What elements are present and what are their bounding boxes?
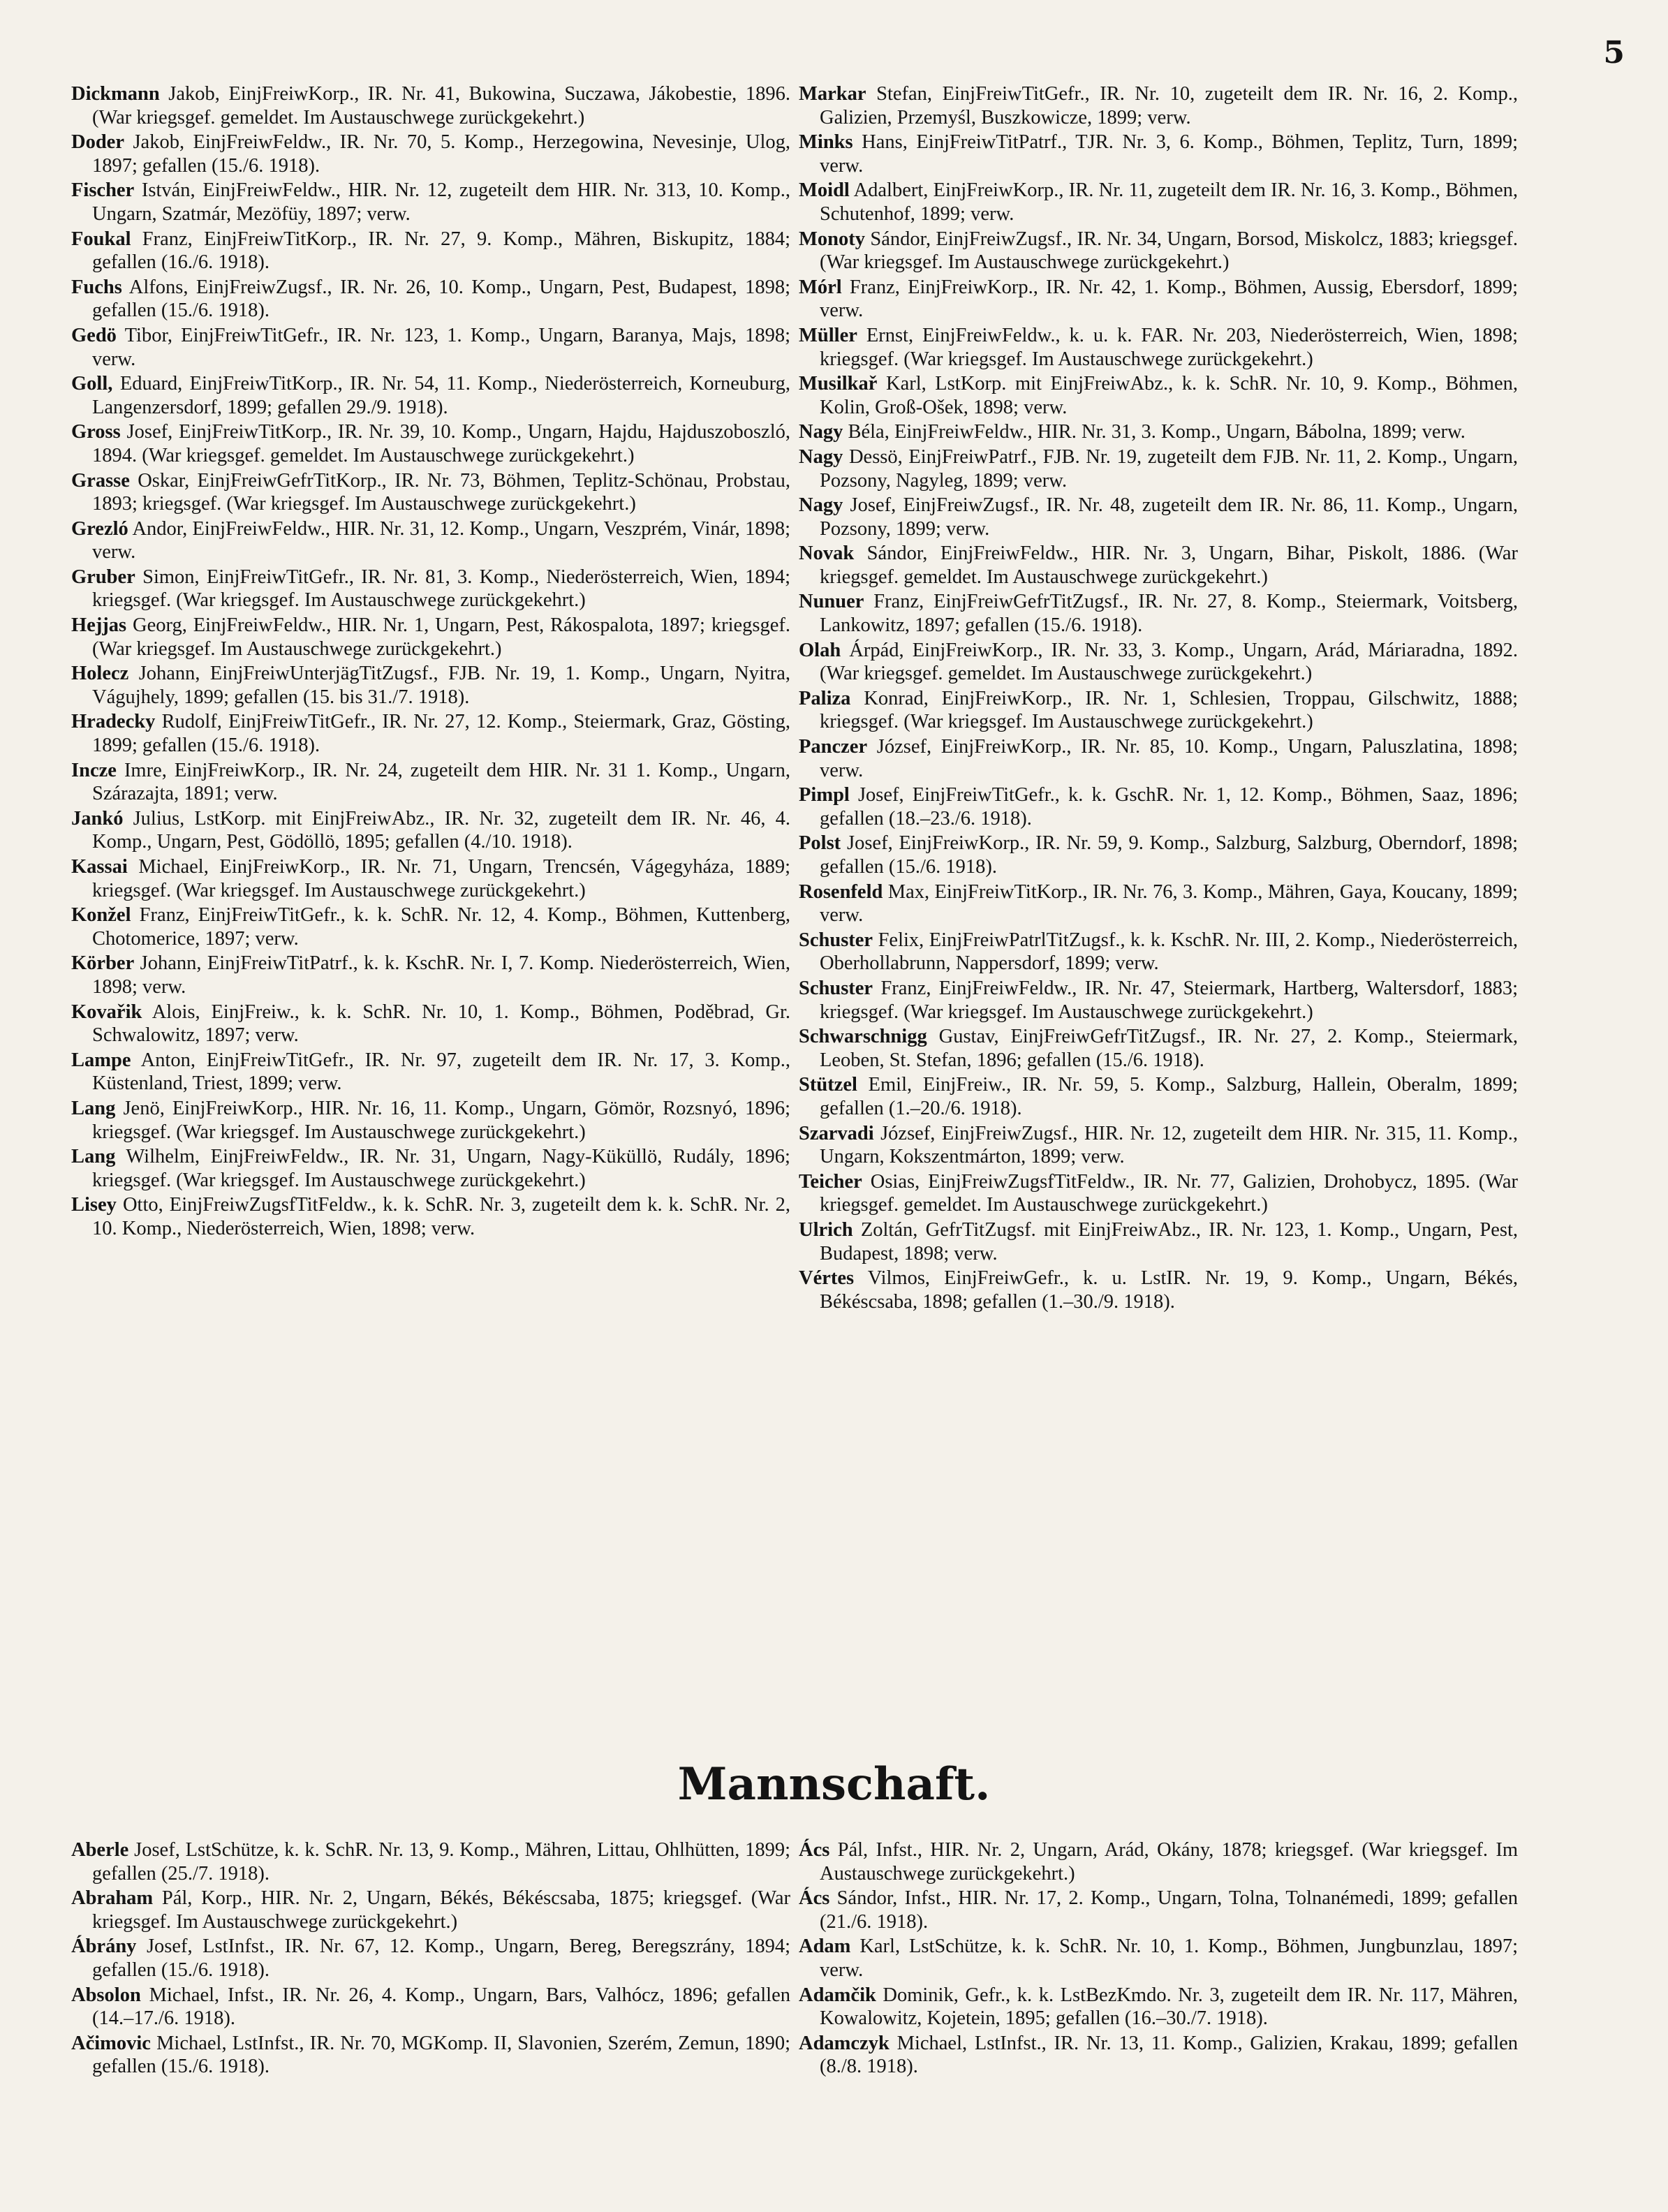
entry-details: Johann, EinjFreiwTitPatrf., k. k. KschR. Nr. I, 7. Komp. Niederösterreich, Wien, 1898; verw. xyxy=(92,952,791,998)
entry-surname: Goll, xyxy=(71,373,113,395)
entry-surname: Gedö xyxy=(71,324,117,346)
enlisted-list-left-column xyxy=(71,1838,790,2080)
entry-surname: Rosenfeld xyxy=(799,880,883,903)
entry-surname: Adamčik xyxy=(799,1984,876,2006)
entry-surname: Markar xyxy=(799,83,866,105)
entry-surname: Hejjas xyxy=(71,614,127,637)
entry-details: Ernst, EinjFreiwFeldw., k. u. k. FAR. Nr. 203, Niederösterreich, Wien, 1898; kriegsgef. (War kriegsgef. Im Austauschwege zurückgekehrt.) xyxy=(820,324,1519,370)
casualty-entry xyxy=(71,952,790,998)
section-title: Mannschaft. xyxy=(677,1758,991,1811)
casualty-entry xyxy=(799,880,1518,927)
casualty-entry xyxy=(799,783,1518,830)
casualty-entry xyxy=(71,82,790,129)
entry-details: Michael, LstInfst., IR. Nr. 13, 11. Komp., Galizien, Krakau, 1899; gefallen (8./8. 1918). xyxy=(820,2032,1518,2078)
entry-surname: Jankó xyxy=(71,807,124,830)
entry-details: Árpád, EinjFreiwKorp., IR. Nr. 33, 3. Komp., Ungarn, Arád, Máriaradna, 1892. (War kriegsgef. gemeldet. Im Austauschwege zurückgekehrt.) xyxy=(820,639,1518,685)
casualty-entry xyxy=(71,807,790,854)
entry-details: Michael, EinjFreiwKorp., IR. Nr. 71, Ungarn, Trencsén, Vágegyháza, 1889; kriegsgef. (War kriegsgef. Im Austauschwege zurückgekehrt.) xyxy=(92,856,790,901)
casualty-entry xyxy=(799,1935,1518,1982)
page-number: 5 xyxy=(1603,35,1625,71)
entry-details: Franz, EinjFreiwKorp., IR. Nr. 42, 1. Komp., Böhmen, Aussig, Ebersdorf, 1899; verw. xyxy=(820,276,1518,322)
casualty-entry xyxy=(799,228,1518,274)
entry-surname: Grezló xyxy=(71,517,128,540)
entry-surname: Lang xyxy=(71,1097,116,1119)
officer-list-left-column xyxy=(71,82,790,1242)
casualty-entry xyxy=(71,372,790,419)
casualty-entry xyxy=(799,276,1518,323)
entry-details: Béla, EinjFreiwFeldw., HIR. Nr. 31, 3. Komp., Ungarn, Bábolna, 1899; verw. xyxy=(848,421,1466,443)
entry-details: Stefan, EinjFreiwTitGefr., IR. Nr. 10, zugeteilt dem IR. Nr. 16, 2. Komp., Galizien, Przemyśl, Buszkowicze, 1899; verw. xyxy=(820,83,1518,128)
entry-details: Franz, EinjFreiwGefrTitZugsf., IR. Nr. 27, 8. Komp., Steiermark, Voitsberg, Lankowitz, 1897; gefallen (15./6. 1918). xyxy=(820,591,1519,637)
entry-details: Michael, Infst., IR. Nr. 26, 4. Komp., Ungarn, Bars, Valhócz, 1896; gefallen (14.–17./6. 1918). xyxy=(92,1984,790,2030)
entry-details: Anton, EinjFreiwTitGefr., IR. Nr. 97, zugeteilt dem IR. Nr. 17, 3. Komp., Küstenland, Triest, 1899; verw. xyxy=(92,1049,791,1095)
entry-details: Josef, LstSchütze, k. k. SchR. Nr. 13, 9. Komp., Mähren, Littau, Ohlhütten, 1899; gefallen (25./7. 1918). xyxy=(92,1839,790,1885)
entry-details: Josef, LstInfst., IR. Nr. 67, 12. Komp., Ungarn, Bereg, Beregszrány, 1894; gefallen (15./6. 1918). xyxy=(92,1936,790,1981)
casualty-entry xyxy=(799,82,1518,129)
casualty-entry xyxy=(799,372,1518,419)
entry-surname: Konžel xyxy=(71,904,131,927)
entry-surname: Olah xyxy=(799,639,841,661)
entry-details: Imre, EinjFreiwKorp., IR. Nr. 24, zugeteilt dem HIR. Nr. 31 1. Komp., Ungarn, Szárazajta, 1891; verw. xyxy=(92,759,791,805)
casualty-entry xyxy=(799,977,1518,1024)
entry-surname: Panczer xyxy=(799,736,868,758)
casualty-entry xyxy=(799,1838,1518,1885)
entry-details: Otto, EinjFreiwZugsfTitFeldw., k. k. SchR. Nr. 3, zugeteilt dem k. k. SchR. Nr. 2, 10. Komp., Niederösterreich, Wien, 1898; verw. xyxy=(92,1194,791,1239)
entry-surname: Minks xyxy=(799,131,853,154)
casualty-entry xyxy=(71,1984,790,2030)
entry-surname: Schuster xyxy=(799,977,873,999)
entry-details: Tibor, EinjFreiwTitGefr., IR. Nr. 123, 1. Komp., Ungarn, Baranya, Majs, 1898; verw. xyxy=(92,324,790,370)
entry-details: Dominik, Gefr., k. k. LstBezKmdo. Nr. 3, zugeteilt dem IR. Nr. 117, Mähren, Kowalowitz, Kojetein, 1895; gefallen (16.–30./7. 1918). xyxy=(820,1984,1519,2030)
casualty-entry xyxy=(71,759,790,806)
entry-surname: Mórl xyxy=(799,276,842,298)
casualty-entry xyxy=(799,687,1518,734)
entry-surname: Lisey xyxy=(71,1194,117,1216)
entry-details: Felix, EinjFreiwPatrlTitZugsf., k. k. KschR. Nr. III, 2. Komp., Niederösterreich, Oberhollabrunn, Nappersdorf, 1899; verw. xyxy=(820,929,1518,975)
casualty-entry xyxy=(799,929,1518,975)
casualty-entry xyxy=(799,131,1518,177)
entry-surname: Gruber xyxy=(71,566,135,588)
entry-details: József, EinjFreiwZugsf., HIR. Nr. 12, zugeteilt dem HIR. Nr. 315, 11. Komp., Ungarn, Kokszentmárton, 1899; verw. xyxy=(820,1122,1518,1168)
casualty-entry xyxy=(799,639,1518,686)
casualty-entry xyxy=(71,1838,790,1885)
casualty-entry xyxy=(799,445,1518,492)
entry-surname: Ačimovic xyxy=(71,2032,151,2054)
entry-surname: Dickmann xyxy=(71,83,160,105)
entry-details: Konrad, EinjFreiwKorp., IR. Nr. 1, Schlesien, Troppau, Gilschwitz, 1888; kriegsgef. (War kriegsgef. Im Austauschwege zurückgekehrt.) xyxy=(820,687,1519,733)
entry-surname: Ács xyxy=(799,1887,830,1910)
entry-surname: Abraham xyxy=(71,1887,154,1910)
entry-details: Osias, EinjFreiwZugsfTitFeldw., IR. Nr. 77, Galizien, Drohobycz, 1895. (War kriegsgef. gemeldet. Im Austauschwege zurückgekehrt.) xyxy=(820,1170,1519,1216)
casualty-entry xyxy=(799,2032,1518,2079)
entry-details: Andor, EinjFreiwFeldw., HIR. Nr. 31, 12. Komp., Ungarn, Veszprém, Vinár, 1898; verw. xyxy=(92,517,790,563)
entry-details: István, EinjFreiwFeldw., HIR. Nr. 12, zugeteilt dem HIR. Nr. 313, 10. Komp., Ungarn, Szatmár, Mezöfüy, 1897; verw. xyxy=(92,179,791,225)
casualty-entry xyxy=(71,517,790,564)
casualty-entry xyxy=(799,1218,1518,1265)
entry-details: Josef, EinjFreiwTitGefr., k. k. GschR. Nr. 1, 12. Komp., Böhmen, Saaz, 1896; gefallen (18.–23./6. 1918). xyxy=(820,784,1518,830)
entry-details: Franz, EinjFreiwFeldw., IR. Nr. 47, Steiermark, Hartberg, Waltersdorf, 1883; kriegsgef. (War kriegsgef. Im Austauschwege zurückgekehrt.) xyxy=(820,977,1519,1023)
casualty-entry xyxy=(71,1193,790,1240)
casualty-entry xyxy=(799,542,1518,589)
casualty-entry xyxy=(71,855,790,902)
entry-surname: Szarvadi xyxy=(799,1122,874,1144)
casualty-entry xyxy=(799,494,1518,540)
entry-details: Johann, EinjFreiwUnterjägTitZugsf., FJB. Nr. 19, 1. Komp., Ungarn, Nyitra, Vágujhely, 1899; gefallen (15. bis 31./7. 1918). xyxy=(92,663,791,708)
entry-surname: Ulrich xyxy=(799,1218,853,1241)
entry-details: Josef, EinjFreiwTitKorp., IR. Nr. 39, 10. Komp., Ungarn, Hajdu, Hajduszoboszló, 1894. (War kriegsgef. gemeldet. Im Austauschwege zurückgekehrt.) xyxy=(92,421,791,466)
entry-surname: Ács xyxy=(799,1839,830,1861)
casualty-entry xyxy=(71,131,790,177)
entry-surname: Fuchs xyxy=(71,276,122,298)
casualty-entry xyxy=(71,179,790,226)
entry-details: Rudolf, EinjFreiwTitGefr., IR. Nr. 27, 12. Komp., Steiermark, Graz, Gösting, 1899; gefallen (15./6. 1918). xyxy=(92,711,790,757)
entry-details: Georg, EinjFreiwFeldw., HIR. Nr. 1, Ungarn, Pest, Rákospalota, 1897; kriegsgef. (War kriegsgef. Im Austauschwege zurückgekehrt.) xyxy=(92,614,791,660)
entry-surname: Stützel xyxy=(799,1074,857,1096)
entry-details: Adalbert, EinjFreiwKorp., IR. Nr. 11, zugeteilt dem IR. Nr. 16, 3. Komp., Böhmen, Schutenhof, 1899; verw. xyxy=(820,179,1518,225)
casualty-entry xyxy=(71,324,790,371)
entry-details: József, EinjFreiwKorp., IR. Nr. 85, 10. Komp., Ungarn, Paluszlatina, 1898; verw. xyxy=(820,736,1518,781)
casualty-entry xyxy=(71,566,790,612)
entry-surname: Kassai xyxy=(71,856,128,878)
casualty-entry xyxy=(799,1025,1518,1072)
casualty-entry xyxy=(71,469,790,516)
entry-surname: Adam xyxy=(799,1936,851,1958)
entry-surname: Schwarschnigg xyxy=(799,1026,927,1048)
entry-details: Dessö, EinjFreiwPatrf., FJB. Nr. 19, zugeteilt dem FJB. Nr. 11, 2. Komp., Ungarn, Pozsony, Nagyleg, 1899; verw. xyxy=(820,445,1519,492)
entry-details: Michael, LstInfst., IR. Nr. 70, MGKomp. II, Slavonien, Szerém, Zemun, 1890; gefallen (15./6. 1918). xyxy=(92,2032,791,2078)
casualty-entry xyxy=(71,1049,790,1096)
entry-details: Oskar, EinjFreiwGefrTitKorp., IR. Nr. 73, Böhmen, Teplitz-Schönau, Probstau, 1893; kriegsgef. (War kriegsgef. Im Austauschwege zurückgekehrt.) xyxy=(92,469,790,515)
entry-surname: Musilkař xyxy=(799,373,878,395)
entry-details: Pál, Korp., HIR. Nr. 2, Ungarn, Békés, Békéscsaba, 1875; kriegsgef. (War kriegsgef. Im Austauschwege zurückgekehrt.) xyxy=(92,1887,791,1933)
casualty-entry xyxy=(71,904,790,950)
casualty-entry xyxy=(71,1887,790,1933)
entry-details: Josef, EinjFreiwKorp., IR. Nr. 59, 9. Komp., Salzburg, Salzburg, Oberndorf, 1898; gefallen (15./6. 1918). xyxy=(820,832,1519,878)
entry-surname: Fischer xyxy=(71,179,135,202)
entry-details: Sándor, EinjFreiwZugsf., IR. Nr. 34, Ungarn, Borsod, Miskolcz, 1883; kriegsgef. (War kriegsgef. Im Austauschwege zurückgekehrt.) xyxy=(820,228,1519,274)
casualty-entry xyxy=(71,710,790,757)
entry-surname: Polst xyxy=(799,832,841,855)
entry-details: Karl, LstKorp. mit EinjFreiwAbz., k. k. SchR. Nr. 10, 9. Komp., Böhmen, Kolin, Groß-Ošek, 1898; verw. xyxy=(820,373,1518,418)
casualty-entry xyxy=(71,276,790,323)
entry-surname: Körber xyxy=(71,952,135,975)
casualty-entry xyxy=(71,1001,790,1047)
entry-surname: Kovařik xyxy=(71,1001,142,1023)
casualty-entry xyxy=(71,662,790,709)
entry-surname: Nunuer xyxy=(799,591,864,613)
entry-details: Sándor, Infst., HIR. Nr. 17, 2. Komp., Ungarn, Tolna, Tolnanémedi, 1899; gefallen (21./6. 1918). xyxy=(820,1887,1519,1933)
casualty-entry xyxy=(799,420,1518,444)
entry-surname: Moidl xyxy=(799,179,850,202)
entry-surname: Nagy xyxy=(799,494,843,517)
casualty-entry xyxy=(799,590,1518,637)
entry-surname: Foukal xyxy=(71,228,131,250)
casualty-entry xyxy=(799,1122,1518,1169)
casualty-entry xyxy=(71,614,790,661)
entry-surname: Grasse xyxy=(71,469,130,492)
entry-details: Alfons, EinjFreiwZugsf., IR. Nr. 26, 10. Komp., Ungarn, Pest, Budapest, 1898; gefallen (15./6. 1918). xyxy=(92,276,790,322)
entry-surname: Novak xyxy=(799,543,855,565)
entry-surname: Teicher xyxy=(799,1170,862,1193)
entry-details: Alois, EinjFreiw., k. k. SchR. Nr. 10, 1. Komp., Böhmen, Poděbrad, Gr. Schwalowitz, 1897; verw. xyxy=(92,1001,790,1047)
entry-details: Jakob, EinjFreiwKorp., IR. Nr. 41, Bukowina, Suczawa, Jákobestie, 1896. (War kriegsgef. gemeldet. Im Austauschwege zurückgekehrt.) xyxy=(92,83,790,128)
entry-details: Eduard, EinjFreiwTitKorp., IR. Nr. 54, 11. Komp., Niederösterreich, Korneuburg, Langenzersdorf, 1899; gefallen 29./9. 1918). xyxy=(92,373,791,418)
casualty-entry xyxy=(799,832,1518,878)
entry-details: Simon, EinjFreiwTitGefr., IR. Nr. 81, 3. Komp., Niederösterreich, Wien, 1894; kriegsgef. (War kriegsgef. Im Austauschwege zurückgekehrt.) xyxy=(92,566,791,612)
entry-details: Franz, EinjFreiwTitGefr., k. k. SchR. Nr. 12, 4. Komp., Böhmen, Kuttenberg, Chotomerice, 1897; verw. xyxy=(92,904,791,950)
entry-surname: Doder xyxy=(71,131,124,154)
entry-surname: Schuster xyxy=(799,929,873,951)
casualty-entry xyxy=(799,735,1518,782)
officer-list-right-column xyxy=(799,82,1518,1315)
entry-surname: Aberle xyxy=(71,1839,129,1861)
casualty-entry xyxy=(799,1267,1518,1313)
entry-details: Franz, EinjFreiwTitKorp., IR. Nr. 27, 9. Komp., Mähren, Biskupitz, 1884; gefallen (16./6. 1918). xyxy=(92,228,791,274)
entry-details: Wilhelm, EinjFreiwFeldw., IR. Nr. 31, Ungarn, Nagy-Küküllö, Rudály, 1896; kriegsgef. (War kriegsgef. Im Austauschwege zurückgekehrt.) xyxy=(92,1146,790,1191)
entry-details: Julius, LstKorp. mit EinjFreiwAbz., IR. Nr. 32, zugeteilt dem IR. Nr. 46, 4. Komp., Ungarn, Pest, Gödöllö, 1895; gefallen (4./10. 1918). xyxy=(92,807,791,853)
casualty-entry xyxy=(799,324,1518,371)
entry-details: Sándor, EinjFreiwFeldw., HIR. Nr. 3, Ungarn, Bihar, Piskolt, 1886. (War kriegsgef. gemeldet. Im Austauschwege zurückgekehrt.) xyxy=(820,543,1518,588)
entry-surname: Gross xyxy=(71,421,121,443)
casualty-entry xyxy=(71,1097,790,1144)
casualty-entry xyxy=(71,1935,790,1982)
entry-details: Max, EinjFreiwTitKorp., IR. Nr. 76, 3. Komp., Mähren, Gaya, Koucany, 1899; verw. xyxy=(820,880,1518,927)
entry-details: Jakob, EinjFreiwFeldw., IR. Nr. 70, 5. Komp., Herzegowina, Nevesinje, Ulog, 1897; gefallen (15./6. 1918). xyxy=(92,131,790,177)
entry-details: Hans, EinjFreiwTitPatrf., TJR. Nr. 3, 6. Komp., Böhmen, Teplitz, Turn, 1899; verw. xyxy=(820,131,1518,177)
casualty-entry xyxy=(71,2032,790,2079)
entry-details: Gustav, EinjFreiwGefrTitZugsf., IR. Nr. 27, 2. Komp., Steiermark, Leoben, St. Stefan, 1896; gefallen (15./6. 1918). xyxy=(820,1026,1519,1071)
casualty-entry xyxy=(799,179,1518,226)
entry-surname: Lampe xyxy=(71,1049,131,1071)
entry-surname: Absolon xyxy=(71,1984,141,2006)
entry-details: Pál, Infst., HIR. Nr. 2, Ungarn, Arád, Okány, 1878; kriegsgef. (War kriegsgef. Im Austauschwege zurückgekehrt.) xyxy=(820,1839,1519,1885)
entry-details: Jenö, EinjFreiwKorp., HIR. Nr. 16, 11. Komp., Ungarn, Gömör, Rozsnyó, 1896; kriegsgef. (War kriegsgef. Im Austauschwege zurückgekehrt.) xyxy=(92,1097,790,1143)
casualty-entry xyxy=(799,1887,1518,1933)
entry-surname: Pimpl xyxy=(799,784,850,806)
entry-surname: Hradecky xyxy=(71,711,156,733)
entry-surname: Vértes xyxy=(799,1267,855,1290)
casualty-entry xyxy=(799,1073,1518,1120)
casualty-entry xyxy=(799,1984,1518,2030)
entry-surname: Ábrány xyxy=(71,1936,137,1958)
entry-surname: Nagy xyxy=(799,445,843,468)
entry-surname: Adamczyk xyxy=(799,2032,890,2054)
entry-surname: Incze xyxy=(71,759,117,781)
entry-details: Emil, EinjFreiw., IR. Nr. 59, 5. Komp., Salzburg, Hallein, Oberalm, 1899; gefallen (1.–20./6. 1918). xyxy=(820,1074,1518,1119)
entry-details: Karl, LstSchütze, k. k. SchR. Nr. 10, 1. Komp., Böhmen, Jungbunzlau, 1897; verw. xyxy=(820,1936,1518,1981)
enlisted-list-right-column xyxy=(799,1838,1518,2080)
casualty-entry xyxy=(71,420,790,467)
entry-details: Zoltán, GefrTitZugsf. mit EinjFreiwAbz., IR. Nr. 123, 1. Komp., Ungarn, Pest, Budapest, 1898; verw. xyxy=(820,1218,1519,1264)
casualty-entry xyxy=(71,228,790,274)
entry-surname: Lang xyxy=(71,1146,116,1168)
entry-surname: Paliza xyxy=(799,687,851,709)
entry-surname: Monoty xyxy=(799,228,865,250)
entry-surname: Holecz xyxy=(71,663,129,685)
entry-details: Vilmos, EinjFreiwGefr., k. u. LstIR. Nr. 19, 9. Komp., Ungarn, Békés, Békéscsaba, 1898; gefallen (1.–30./9. 1918). xyxy=(820,1267,1518,1313)
entry-details: Josef, EinjFreiwZugsf., IR. Nr. 48, zugeteilt dem IR. Nr. 86, 11. Komp., Ungarn, Pozsony, 1899; verw. xyxy=(820,494,1518,540)
casualty-entry xyxy=(71,1145,790,1192)
casualty-entry xyxy=(799,1170,1518,1217)
entry-surname: Nagy xyxy=(799,421,843,443)
entry-surname: Müller xyxy=(799,324,857,346)
